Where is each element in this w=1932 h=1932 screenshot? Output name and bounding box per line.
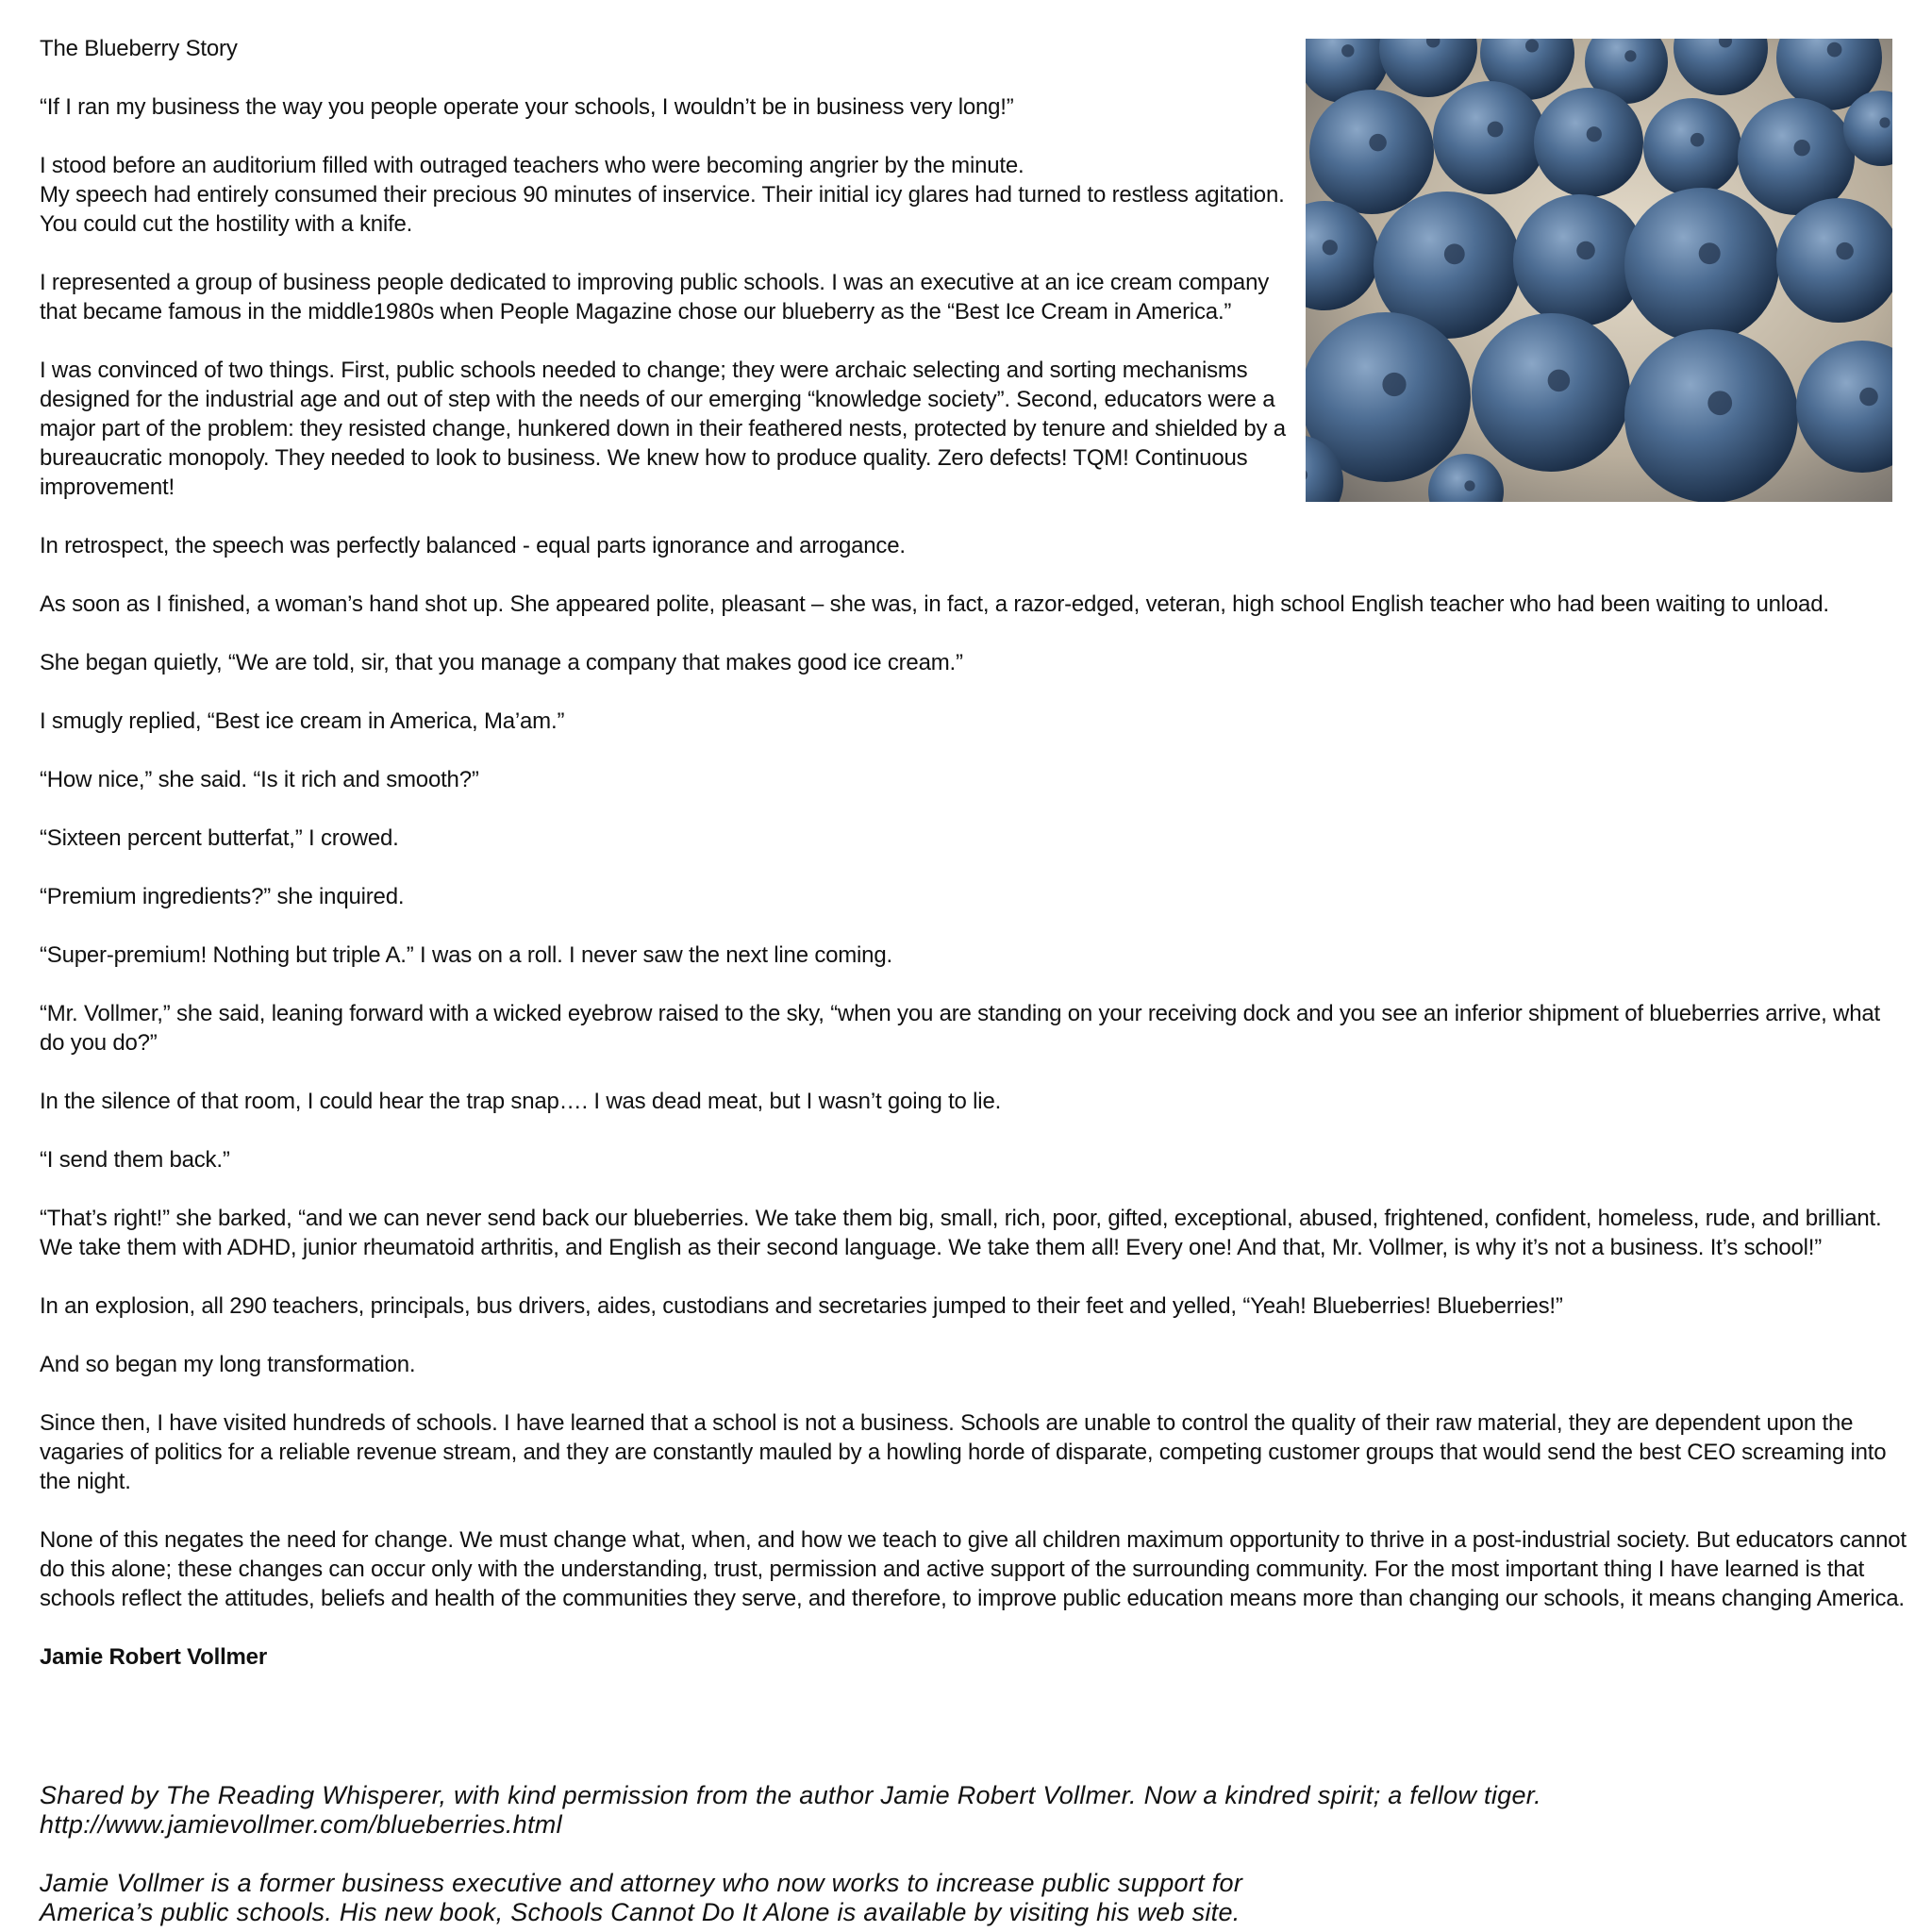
paragraph-2: I stood before an auditorium filled with outraged teachers who were becoming angrier by the minute.: [40, 153, 1024, 178]
blueberry-16: [1624, 188, 1779, 342]
blueberry-crown-23: [1464, 480, 1474, 491]
author-bio-line-2: America’s public schools. His new book, Schools Cannot Do It Alone is available by visiting his web site.: [40, 1898, 1241, 1926]
blueberry-crown-4: [1624, 50, 1636, 61]
paragraph-11: “Sixteen percent butterfat,” I crowed.: [40, 825, 399, 851]
paragraph-19: And so began my long transformation.: [40, 1352, 416, 1377]
blueberry-crown-7: [1369, 134, 1386, 151]
paragraph-15: In the silence of that room, I could hear the trap snap…. I was dead meat, but I wasn’t going to lie.: [40, 1089, 1002, 1114]
paragraph-21: None of this negates the need for change. We must change what, when, and how we teach to give all children maximum opportunity to thrive in a post-industrial society. But educators cannot do this alone; these changes can occur only with the understanding, trust, permission and active support of the surrounding community. For the most important thing I have learned is that schools reflect the attitudes, beliefs and health of the communities they serve, and therefore, to improve public education means more than changing our schools, it means changing America.: [40, 1527, 1907, 1611]
paragraph-7: As soon as I finished, a woman’s hand shot up. She appeared polite, pleasant – she was, in fact, a razor-edged, veteran, high school English teacher who had been waiting to unload.: [40, 591, 1829, 617]
paragraph-5: I was convinced of two things. First, public schools needed to change; they were archaic selecting and sorting mechanisms designed for the industrial age and out of step with the needs of our emerging “knowledge society”. Second, educators were a major part of the problem: they resisted change, hunkered down in their feathered nests, protected by tenure and shielded by a bureaucratic monopoly. They needed to look to business. We knew how to produce quality. Zero defects! TQM! Continuous improvement!: [40, 358, 1286, 500]
blueberry-crown-6: [1827, 42, 1842, 58]
blueberry-crown-10: [1690, 133, 1705, 147]
paragraph-13: “Super-premium! Nothing but triple A.” I was on a roll. I never saw the next line coming.: [40, 942, 892, 968]
blueberry-crown-3: [1525, 40, 1539, 53]
blueberry-7: [1309, 90, 1434, 214]
paragraph-1: “If I ran my business the way you people operate your schools, I wouldn’t be in business very long!”: [40, 94, 1014, 120]
blueberry-8: [1433, 81, 1546, 194]
blueberry-crown-8: [1488, 122, 1504, 138]
blueberry-crown-21: [1859, 388, 1878, 407]
paragraph-9: I smugly replied, “Best ice cream in America, Ma’am.”: [40, 708, 565, 734]
blueberry-crown-13: [1323, 240, 1338, 255]
blueberries-illustration: [1306, 39, 1892, 502]
footer-note: [40, 1781, 1907, 1927]
paragraph-8: She began quietly, “We are told, sir, that you manage a company that makes good ice cream.”: [40, 650, 963, 675]
blueberry-crown-1: [1341, 44, 1354, 57]
paragraph-3: My speech had entirely consumed their precious 90 minutes of inservice. Their initial icy glares had turned to restless agitation. You could cut the hostility with a knife.: [40, 182, 1285, 237]
author-name: Jamie Robert Vollmer: [40, 1644, 267, 1670]
blueberries-photo: [1306, 39, 1892, 502]
paragraph-20: Since then, I have visited hundreds of schools. I have learned that a school is not a business. Schools are unable to control the quality of their raw material, they are dependent upon the vagaries of politics for a reliable revenue stream, and they are constantly mauled by a howling horde of disparate, competing customer groups that would send the best CEO screaming into the night.: [40, 1410, 1887, 1494]
paragraph-18: In an explosion, all 290 teachers, principals, bus drivers, aides, custodians and secretaries jumped to their feet and yelled, “Yeah! Blueberries! Blueberries!”: [40, 1293, 1563, 1319]
blueberry-crown-9: [1587, 126, 1602, 142]
blueberry-11: [1738, 98, 1855, 215]
blueberry-crown-20: [1707, 391, 1732, 415]
blueberry-19: [1472, 313, 1630, 472]
shared-by-text: Shared by The Reading Whisperer, with kind permission from the author Jamie Robert Vollmer. Now a kindred spirit; a fellow tiger.: [40, 1781, 1541, 1809]
blueberry-crown-19: [1548, 370, 1571, 392]
blueberry-9: [1534, 88, 1643, 197]
blueberry-crown-18: [1382, 373, 1406, 396]
blueberry-crown-16: [1699, 242, 1721, 264]
blueberry-10: [1643, 98, 1741, 196]
source-link[interactable]: http://www.jamievollmer.com/blueberries.html: [40, 1810, 562, 1839]
paragraph-17: “That’s right!” she barked, “and we can never send back our blueberries. We take them big, small, rich, poor, gifted, exceptional, abused, frightened, confident, homeless, rude, and brilliant. We take them with ADHD, junior rheumatoid arthritis, and English as their second language. We take them all! Every one! And that, Mr. Vollmer, is why it’s not a business. It’s school!”: [40, 1206, 1882, 1260]
blueberry-crown-17: [1836, 242, 1853, 259]
paragraph-14: “Mr. Vollmer,” she said, leaning forward with a wicked eyebrow raised to the sky, “when you are standing on your receiving dock and you see an inferior shipment of blueberries arrive, what do you do?”: [40, 1001, 1880, 1056]
blueberry-crown-15: [1576, 242, 1595, 260]
blueberry-crown-11: [1794, 140, 1810, 156]
paragraph-6: In retrospect, the speech was perfectly balanced - equal parts ignorance and arrogance.: [40, 533, 906, 558]
paragraph-4: I represented a group of business people dedicated to improving public schools. I was an executive at an ice cream company that became famous in the middle1980s when People Magazine chose our blueberry as the “Best Ice Cream in America.”: [40, 270, 1270, 325]
author-bio-line-1: Jamie Vollmer is a former business executive and attorney who now works to increase public support for: [40, 1869, 1243, 1897]
blueberry-crown-14: [1444, 243, 1465, 264]
blueberry-20: [1624, 329, 1798, 502]
blueberry-crown-12: [1879, 117, 1890, 127]
paragraph-12: “Premium ingredients?” she inquired.: [40, 884, 405, 909]
paragraph-16: “I send them back.”: [40, 1147, 230, 1173]
paragraph-10: “How nice,” she said. “Is it rich and smooth?”: [40, 767, 479, 792]
article-title: The Blueberry Story: [40, 36, 238, 61]
